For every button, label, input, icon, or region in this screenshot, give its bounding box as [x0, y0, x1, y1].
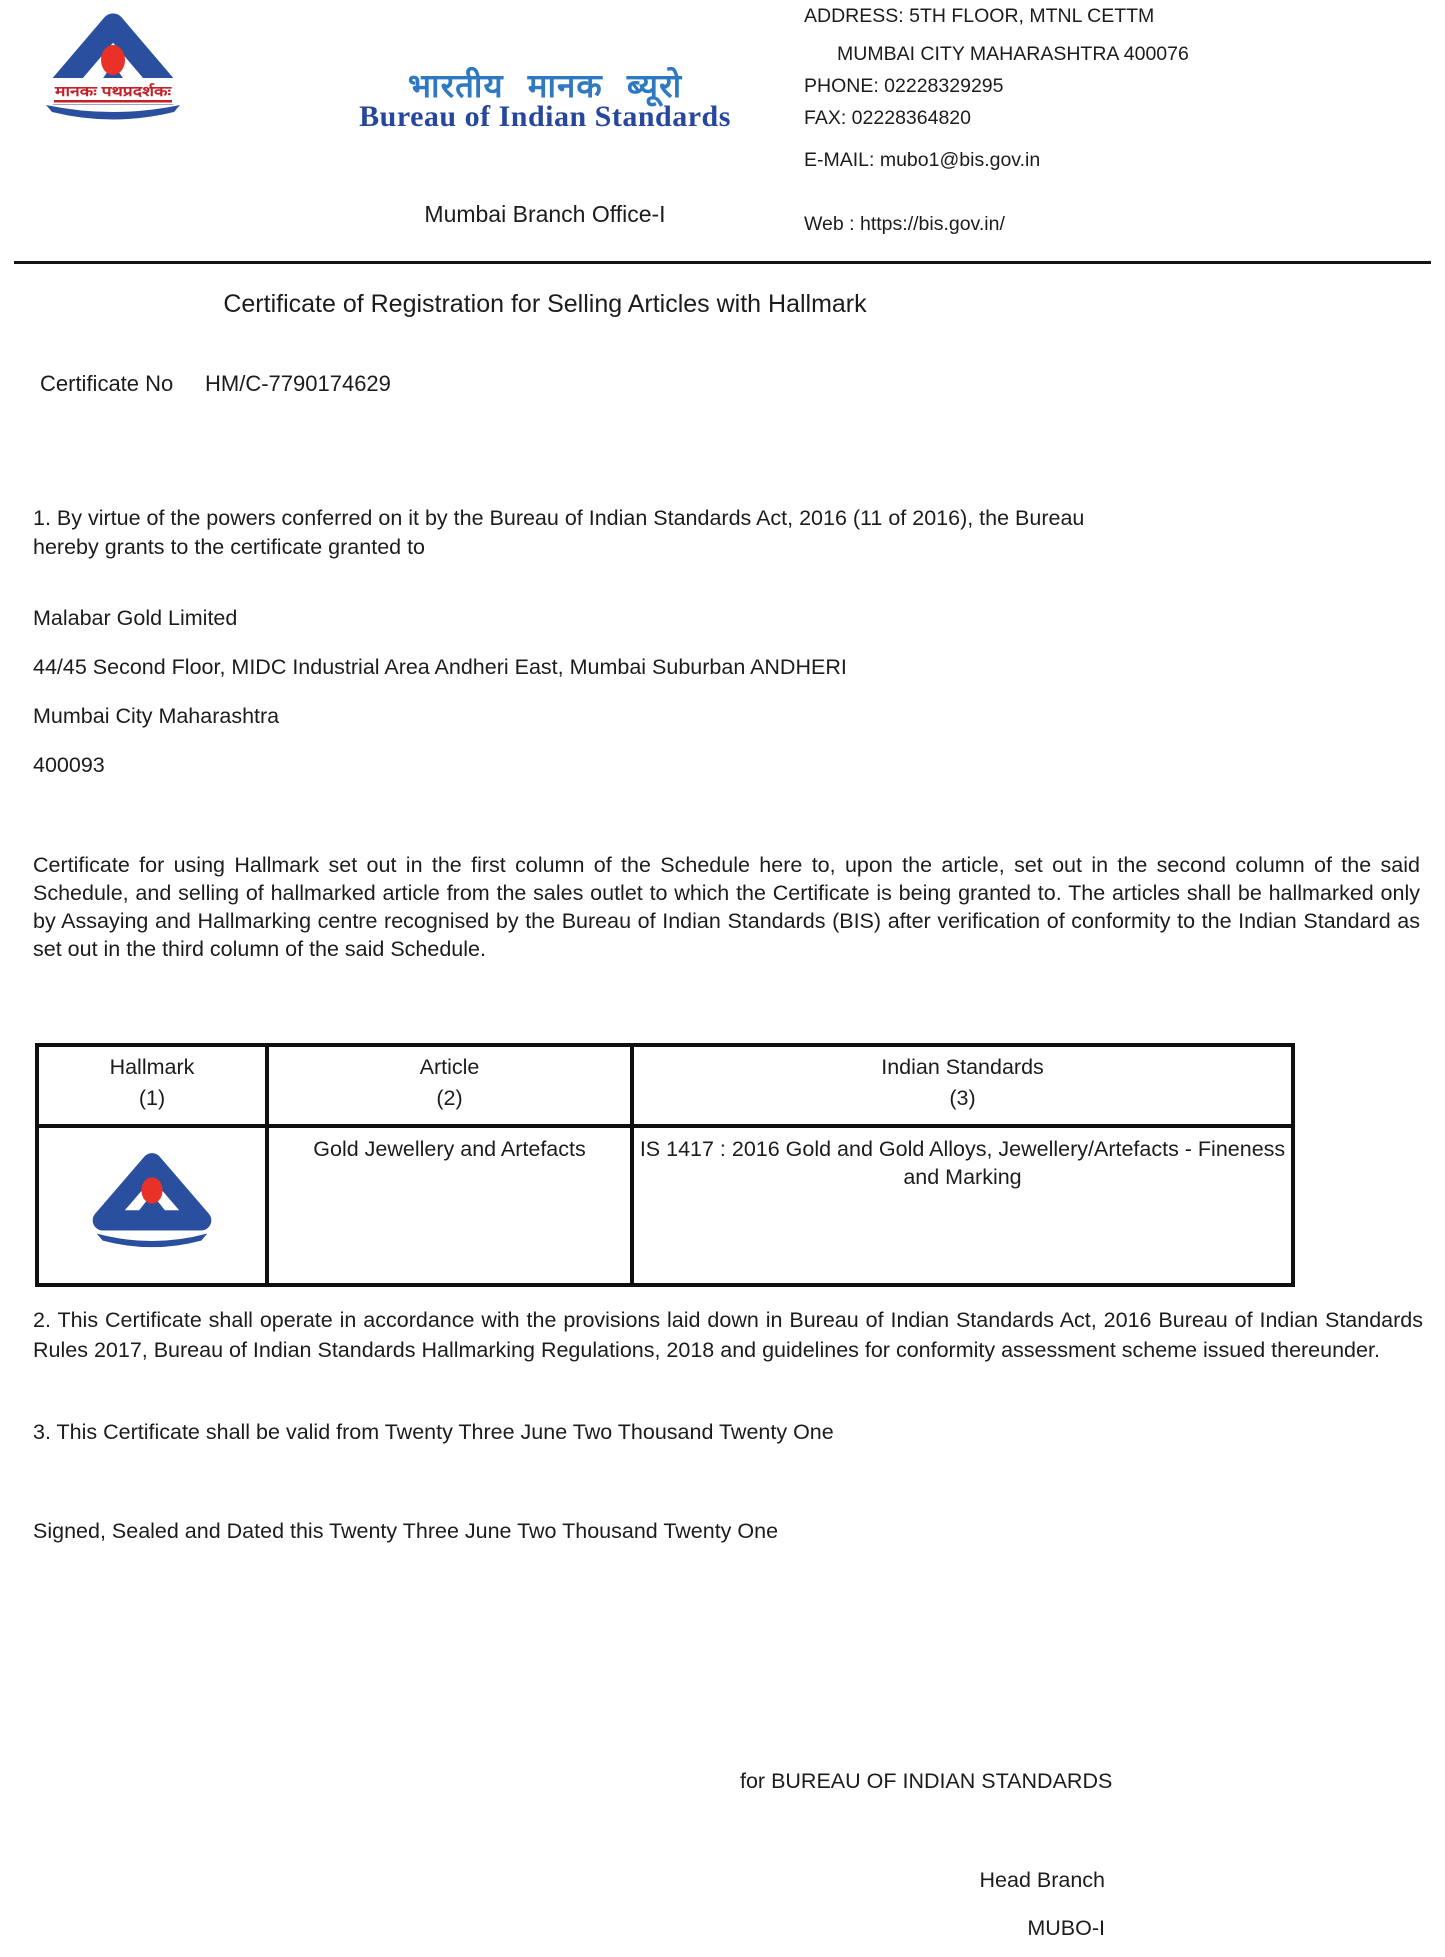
col-header-hallmark-index: (1) — [138, 1086, 166, 1110]
col-header-hallmark-label: Hallmark — [109, 1055, 195, 1079]
grantee-name: Malabar Gold Limited — [33, 606, 238, 630]
org-name-hindi: भारतीय मानक ब्यूरो — [407, 67, 683, 104]
col-header-article — [267, 1045, 632, 1126]
signature-for-line: for BUREAU OF INDIAN STANDARDS — [740, 1769, 1113, 1793]
contact-address-line1: ADDRESS: 5TH FLOOR, MTNL CETTM — [804, 5, 1155, 27]
bis-logo-band-text: मानकः पथप्रदर्शकः — [53, 83, 173, 99]
col-header-indian-standards — [632, 1045, 1293, 1126]
clause-2: 2. This Certificate shall operate in accordance with the provisions laid down in Bureau of Indian Standards Act, 2016 Bureau of Indian Standards Rules 2017, Bureau of Indian Standards Hallmarking Regulations, 2018 and guidelines for conformity assessment scheme issued thereunder. — [33, 1308, 1423, 1362]
col-header-hallmark — [37, 1045, 267, 1126]
col-header-article-index: (2) — [436, 1086, 463, 1110]
bis-logo-icon — [38, 4, 188, 134]
certificate-no-value: HM/C-7790174629 — [205, 371, 391, 396]
header-divider — [14, 261, 1431, 264]
signed-line: Signed, Sealed and Dated this Twenty Three June Two Thousand Twenty One — [33, 1519, 779, 1543]
grantee-block — [33, 604, 1333, 800]
col-header-indian-standards-label: Indian Standards — [881, 1055, 1044, 1079]
contact-address-line2: MUMBAI CITY MAHARASHTRA 400076 — [837, 43, 1189, 65]
signature-designation: Head Branch — [979, 1868, 1105, 1892]
grantee-address: 44/45 Second Floor, MIDC Industrial Area Andheri East, Mumbai Suburban ANDHERI — [33, 655, 847, 679]
schedule-table — [35, 1043, 1295, 1287]
clause-3: 3. This Certificate shall be valid from Twenty Three June Two Thousand Twenty One — [33, 1420, 834, 1444]
bis-hallmark-stamp-icon — [86, 1143, 218, 1252]
article-cell: Gold Jewellery and Artefacts — [267, 1126, 632, 1285]
contact-web: Web : https://bis.gov.in/ — [804, 213, 1005, 235]
grantee-city: Mumbai City Maharashtra — [33, 704, 280, 728]
certificate-no-label: Certificate No — [40, 371, 174, 396]
col-header-article-label: Article — [419, 1055, 480, 1079]
schedule-header-row — [37, 1045, 1293, 1126]
contact-fax: FAX: 02228364820 — [804, 107, 971, 129]
contact-email: E-MAIL: mubo1@bis.gov.in — [804, 149, 1041, 171]
contact-phone: PHONE: 02228329295 — [804, 75, 1004, 97]
signature-office: MUBO-I — [1027, 1916, 1105, 1940]
hallmark-cell — [37, 1126, 267, 1285]
schedule-data-row — [37, 1126, 1293, 1285]
indian-standard-cell: IS 1417 : 2016 Gold and Gold Alloys, Jewellery/Artefacts - Fineness and Marking — [632, 1126, 1293, 1285]
grantee-pincode: 400093 — [33, 753, 105, 777]
certificate-title: Certificate of Registration for Selling Articles with Hallmark — [223, 290, 867, 318]
org-name-english: Bureau of Indian Standards — [359, 100, 731, 133]
hallmark-clause: Certificate for using Hallmark set out in the first column of the Schedule here to, upon the article, set out in the second column of the said Schedule, and selling of hallmarked article from the sales outlet to which the Certificate is being granted to. The articles shall be hallmarked only by Assaying and Hallmarking centre recognised by the Bureau of Indian Standards (BIS) after verification of conformity to the Indian Standard as set out in the third column of the said Schedule. — [33, 853, 1420, 961]
branch-office-name: Mumbai Branch Office-I — [424, 201, 666, 227]
col-header-indian-standards-index: (3) — [949, 1086, 976, 1110]
clause-1: 1. By virtue of the powers conferred on it by the Bureau of Indian Standards Act, 2016 (11 of 2016), the Bureau hereby grants to the certificate granted to — [33, 506, 1085, 559]
